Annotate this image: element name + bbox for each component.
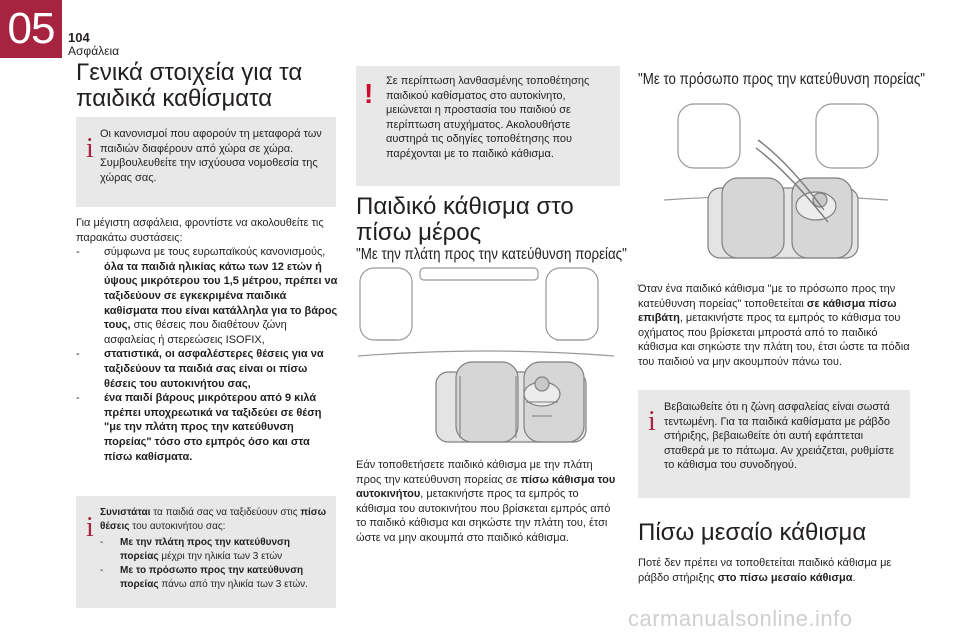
intro-paragraph: Για μέγιστη ασφάλεια, φροντίστε να ακολουθείτε τις παρακάτω συστάσεις: (76, 217, 324, 244)
recommendation-text: Συνιστάται τα παιδιά σας να ταξιδεύουν στις πίσω θέσεις του αυτοκινήτου σας: - Με την πλάτη προς την κατεύθυνση πορείας μέχρι την ηλικία των 3 ετών - Με το πρόσωπο προς την κατεύθυνση πορείας πάνω από την ηλικία των 3 ετών. (100, 506, 330, 592)
rearward-facing-subtitle: "Με την πλάτη προς την κατεύθυνση πορείας" (356, 246, 627, 263)
rear-middle-seat-paragraph: Ποτέ δεν πρέπει να τοποθετείται παιδικό κάθισμα με ράβδο στήριξης στο πίσω μεσαίο κάθισμα. (638, 557, 892, 584)
recommendations-text (76, 216, 338, 464)
forward-paragraph: Όταν ένα παιδικό κάθισμα "με το πρόσωπο προς την κατεύθυνση πορείας" τοποθετείται σε κάθισμα πίσω επιβάτη, μετακινήστε προς τα εμπρός το κάθισμα του οχήματος που βρίσκεται μπροστά από το παιδικό κάθισμα και σηκώστε την πλάτη του, έτσι ώστε τα πόδια του παιδιού να μην ακουμπούν πάνω του. (638, 283, 910, 368)
info-box-text: Βεβαιωθείτε ότι η ζώνη ασφαλείας είναι σωστά τεντωμένη. Για τα παιδικά καθίσματα με ράβδο στήριξης, βεβαιωθείτε ότι αυτή εφάπτεται σταθερά με το πάτωμα. Αν χρειάζεται, ρυθμίστε το κάθισμα του συνοδηγού. (664, 401, 894, 472)
warning-icon: ! (364, 78, 374, 109)
watermark: carmanualsonline.info (628, 606, 853, 631)
info-icon: i (86, 133, 94, 164)
list-item: - Με την πλάτη προς την κατεύθυνση πορείας μέχρι την ηλικία των 3 ετών (100, 536, 330, 564)
forward-child-seat-illustration (638, 92, 906, 272)
car-interior-forward-icon (638, 92, 906, 272)
list-item: - στατιστικά, οι ασφαλέστερες θέσεις για να ταξιδεύουν τα παιδιά σας είναι οι πίσω θέσεις του αυτοκινήτου σας, (76, 347, 338, 391)
section-name: Ασφάλεια (68, 44, 120, 58)
list-item: - Με το πρόσωπο προς την κατεύθυνση πορείας πάνω από την ηλικία των 3 ετών. (100, 564, 330, 592)
recommendations-list (76, 245, 338, 464)
info-box-regulations (76, 117, 336, 207)
info-icon: i (86, 512, 94, 543)
recommendation-box (76, 496, 336, 608)
rearward-paragraph: Εάν τοποθετήσετε παιδικό κάθισμα με την πλάτη προς την κατεύθυνση πορείας σε πίσω κάθισμα του αυτοκινήτου, μετακινήστε προς τα εμπρός το κάθισμα του αυτοκινήτου που βρίσκεται εμπρός από το παιδικό κάθισμα και σηκώστε την πλάτη του, έτσι ώστε να μην ακουμπά στο παιδικό κάθισμα. (356, 459, 616, 544)
page-number: 104 (68, 30, 90, 45)
general-info-title: Γενικά στοιχεία για τα παιδικά καθίσματα (76, 59, 303, 112)
list-item: - σύμφωνα με τους ευρωπαϊκούς κανονισμούς, όλα τα παιδιά ηλικίας κάτω των 12 ετών ή ύψους μικρότερου του 1,5 μέτρου, πρέπει να ταξιδεύουν σε εγκεκριμένα παιδικά καθίσματα που είναι κατάλληλα για το βάρος τους, στις θέσεις που διαθέτουν ζώνη ασφαλείας ή στερεώσεις ISOFIX, (76, 245, 338, 347)
rear-seat-title: Παιδικό κάθισμα στο πίσω μέρος (356, 193, 574, 246)
warning-box (356, 66, 620, 186)
rearward-child-seat-illustration (356, 266, 620, 450)
warning-text: Σε περίπτωση λανθασμένης τοποθέτησης παιδικού καθίσματος στο αυτοκίνητο, μειώνεται η προστασία του παιδιού σε περίπτωση ατυχήματος. Ακολουθήστε αυστηρά τις οδηγίες τοποθέτησης που παρέχονται με το παιδικό κάθισμα. (386, 75, 590, 160)
info-icon: i (648, 406, 656, 437)
rear-middle-seat-title: Πίσω μεσαίο κάθισμα (638, 519, 867, 546)
info-box-seatbelt (638, 390, 910, 498)
list-item: - ένα παιδί βάρους μικρότερου από 9 κιλά πρέπει υποχρεωτικά να ταξιδεύει σε θέση "με την πλάτη προς την κατεύθυνση πορείας" τόσο στο εμπρός όσο και στα πίσω καθίσματα. (76, 391, 338, 464)
car-interior-rearward-icon (356, 266, 620, 450)
recommendation-list (100, 536, 330, 592)
chapter-number-tab: 05 (0, 0, 62, 58)
forward-facing-subtitle: "Με το πρόσωπο προς την κατεύθυνση πορείας" (638, 71, 926, 88)
info-box-text: Οι κανονισμοί που αφορούν τη μεταφορά των παιδιών διαφέρουν από χώρα σε χώρα. Συμβουλευθείτε την ισχύουσα νομοθεσία της χώρας σας. (100, 128, 322, 184)
